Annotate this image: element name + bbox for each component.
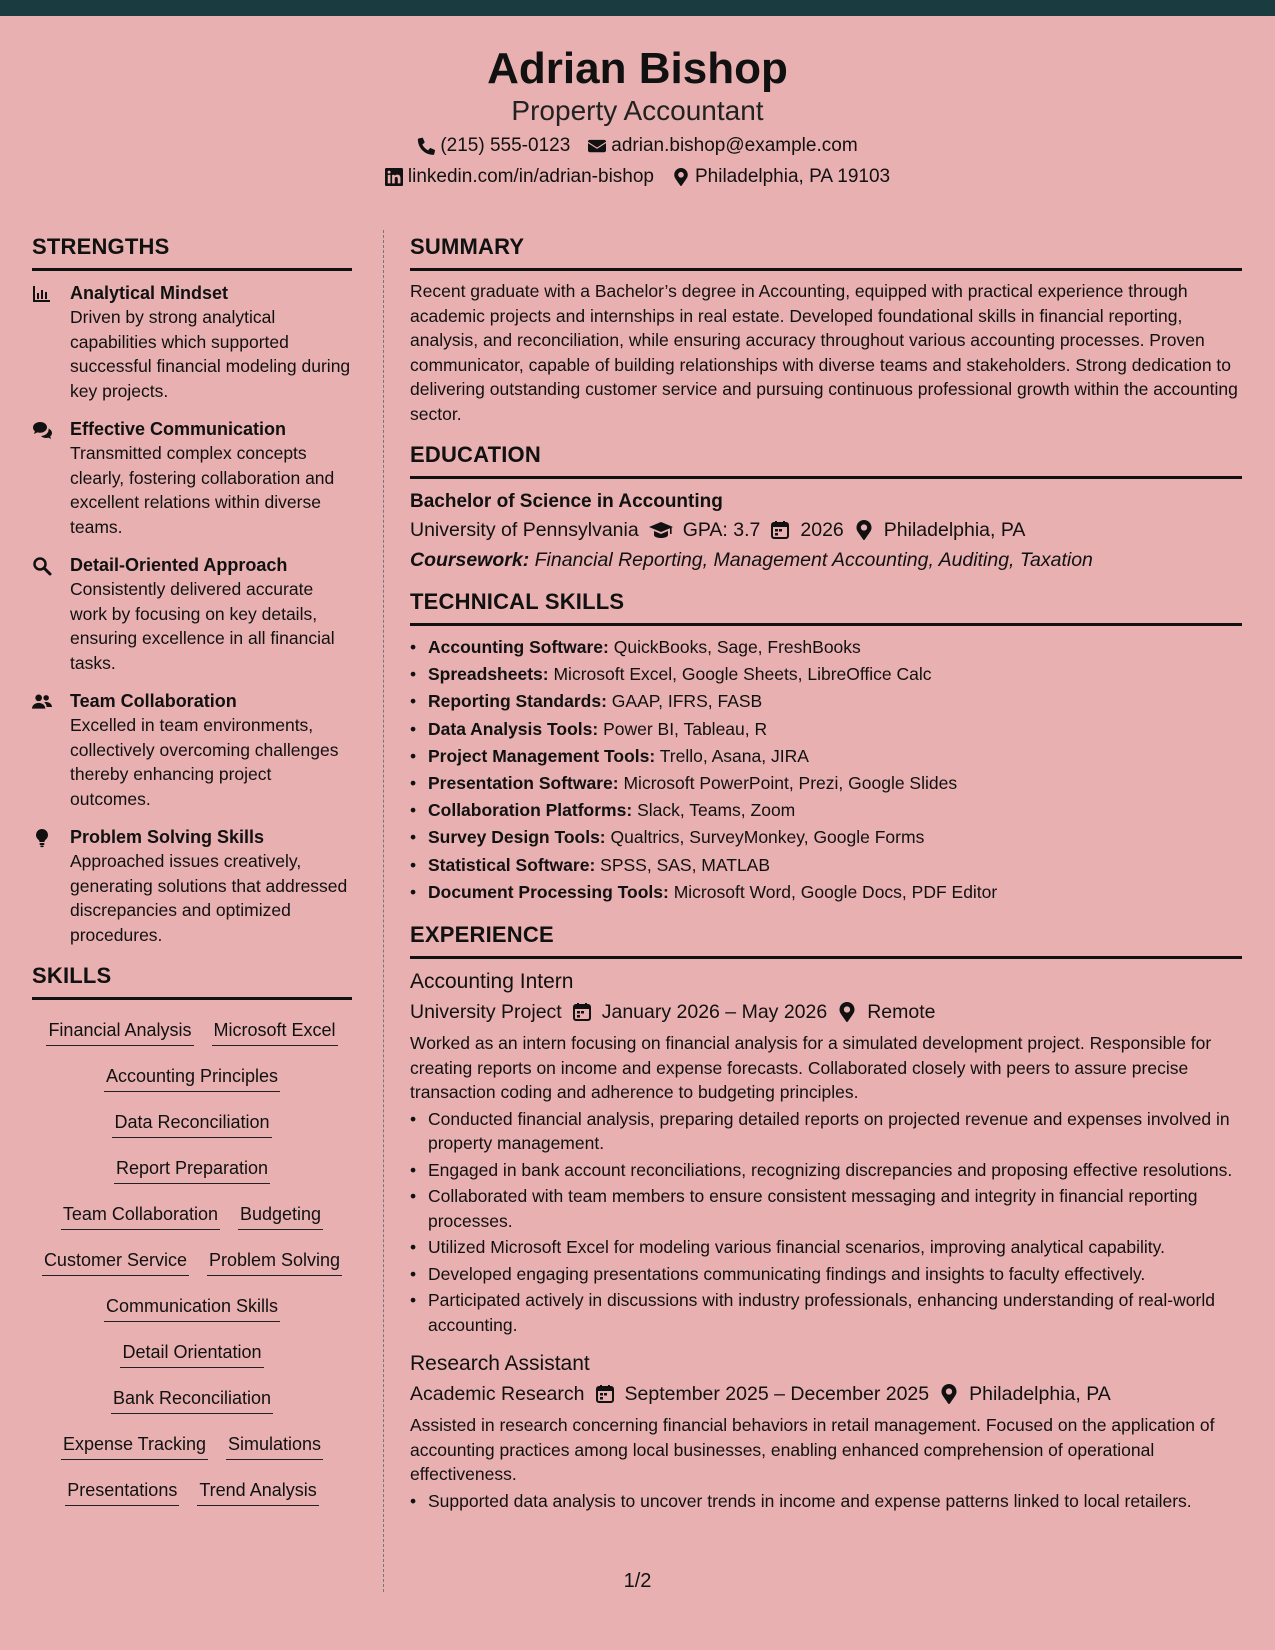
list-item: • Document Processing Tools: Microsoft Word, Google Docs, PDF Editor [410,879,1242,906]
top-bar [0,0,1275,16]
job-meta [410,997,1242,1027]
left-column [32,232,352,1516]
skill-tag: Detail Orientation [120,1339,263,1368]
map-pin-icon [672,168,690,186]
candidate-title: Property Accountant [511,95,764,126]
right-column [410,232,1242,1527]
list-item: • Project Management Tools: Trello, Asana, JIRA [410,743,1242,770]
phone-icon [417,137,435,155]
education-school: University of Pennsylvania [410,519,639,541]
job-entry [410,1349,1242,1513]
job-description: Worked as an intern focusing on financial analysis for a simulated development project. Responsible for creating reports on income and expense forecasts. Collaborated closely with peers to assure precise transaction coding and adherence to budgeting principles. [410,1033,1212,1103]
strength-item [32,689,352,811]
comments-icon [32,420,52,440]
skill-tag: Report Preparation [114,1155,270,1184]
job-title: Accounting Intern [410,970,574,994]
skill-tag: Team Collaboration [61,1201,220,1230]
education-meta [410,515,1242,545]
list-item: • Collaborated with team members to ensure consistent messaging and integrity in financial reporting processes. [410,1184,1242,1233]
coursework-text: Financial Reporting, Management Accounting, Auditing, Taxation [534,549,1093,571]
list-item: • Engaged in bank account reconciliations, recognizing discrepancies and proposing effective resolutions. [410,1158,1242,1183]
experience-heading: EXPERIENCE [410,920,1242,959]
contact-row-2 [0,163,1275,191]
strengths-heading: STRENGTHS [32,232,352,271]
list-item: • Reporting Standards: GAAP, IFRS, FASB [410,688,1242,715]
strength-item [32,825,352,947]
map-pin-icon [854,520,874,540]
list-item: • Collaboration Platforms: Slack, Teams, Zoom [410,797,1242,824]
list-item: • Participated actively in discussions with industry professionals, enhancing understanding of real-world accounting. [410,1288,1242,1337]
phone-text: (215) 555-0123 [440,135,571,156]
skill-tag: Microsoft Excel [212,1017,338,1046]
location-text: Philadelphia, PA 19103 [695,166,891,187]
calendar-icon [572,1002,592,1022]
skill-tag: Communication Skills [104,1293,280,1322]
skill-tag: Data Reconciliation [112,1109,271,1138]
strength-desc: Approached issues creatively, generating solutions that addressed discrepancies and optimized procedures. [70,851,348,945]
list-item: • Accounting Software: QuickBooks, Sage, FreshBooks [410,634,1242,661]
skill-tag: Accounting Principles [104,1063,280,1092]
strength-title: Effective Communication [70,419,287,439]
list-item: • Survey Design Tools: Qualtrics, SurveyMonkey, Google Forms [410,824,1242,851]
job-bullets [410,1107,1242,1338]
lightbulb-icon [32,828,52,848]
skill-tag: Presentations [65,1477,179,1506]
job-org: University Project [410,1001,562,1024]
email-text: adrian.bishop@example.com [611,135,858,156]
job-dates: September 2025 – December 2025 [624,1383,930,1406]
job-dates: January 2026 – May 2026 [601,1001,828,1024]
job-org: Academic Research [410,1383,585,1406]
map-pin-icon [837,1002,857,1022]
job-title: Research Assistant [410,1352,590,1376]
envelope-icon [588,137,606,155]
calendar-icon [770,520,790,540]
education-year: 2026 [800,519,844,541]
contact-phone [417,132,570,160]
skill-tag: Bank Reconciliation [111,1385,273,1414]
list-item: • Data Analysis Tools: Power BI, Tableau, R [410,716,1242,743]
list-item: • Conducted financial analysis, preparing detailed reports on projected revenue and expenses involved in property management. [410,1107,1242,1156]
education-location: Philadelphia, PA [883,519,1026,541]
education-gpa: GPA: 3.7 [682,519,761,541]
skill-tag: Expense Tracking [61,1431,208,1460]
strength-title: Analytical Mindset [70,283,229,303]
linkedin-text: linkedin.com/in/adrian-bishop [407,166,654,187]
skills-heading: SKILLS [32,961,352,1000]
strength-desc: Transmitted complex concepts clearly, fostering collaboration and excellent relations within diverse teams. [70,443,335,537]
candidate-name: Adrian Bishop [487,44,788,93]
strength-title: Problem Solving Skills [70,827,265,847]
contact-linkedin[interactable] [385,163,654,191]
summary-heading: SUMMARY [410,232,1242,271]
job-location: Remote [867,1001,936,1024]
education-coursework [410,545,1242,575]
list-item: • Supported data analysis to uncover trends in income and expense patterns linked to local retailers. [410,1489,1242,1514]
coursework-label: Coursework: [410,549,530,571]
skill-tag: Problem Solving [207,1247,342,1276]
education-heading: EDUCATION [410,440,1242,479]
strength-title: Detail-Oriented Approach [70,555,288,575]
bar-chart-icon [32,284,52,304]
list-item: • Statistical Software: SPSS, SAS, MATLAB [410,852,1242,879]
technical-skills-list [410,634,1242,906]
contact-row-1 [0,132,1275,160]
list-item: • Utilized Microsoft Excel for modeling various financial scenarios, improving analytical capability. [410,1235,1242,1260]
job-description: Assisted in research concerning financial behaviors in retail management. Focused on the application of accounting practices among local businesses, enabling enhanced comprehension of operational effectiveness. [410,1415,1215,1485]
strength-desc: Excelled in team environments, collectively overcoming challenges thereby enhancing project outcomes. [70,715,339,809]
column-divider [383,230,384,1592]
strength-desc: Driven by strong analytical capabilities which supported successful financial modeling during key projects. [70,307,351,401]
summary-text: Recent graduate with a Bachelor’s degree in Accounting, equipped with practical experience through academic projects and internships in real estate. Developed foundational skills in financial reporting, analysis, and reconciliation, while ensuring accuracy throughout various accounting processes. Proven communicator, capable of building relationships with diverse teams and stakeholders. Strong dedication to delivering outstanding customer service and pursuing continuous professional growth within the accounting sector. [410,281,1238,424]
job-bullets [410,1489,1242,1514]
contact-location [672,163,890,191]
page-number: 1/2 [623,1570,652,1592]
job-entry [410,967,1242,1337]
list-item: • Developed engaging presentations communicating findings and insights to faculty effectively. [410,1262,1242,1287]
technical-skills-heading: TECHNICAL SKILLS [410,587,1242,626]
job-location: Philadelphia, PA [969,1383,1111,1406]
skills-list [32,1010,352,1516]
skill-tag: Budgeting [238,1201,323,1230]
graduation-cap-icon [649,520,673,540]
skill-tag: Financial Analysis [46,1017,193,1046]
strength-desc: Consistently delivered accurate work by focusing on key details, ensuring excellence in all financial tasks. [70,579,335,673]
users-icon [32,692,52,712]
search-icon [32,556,52,576]
skill-tag: Simulations [226,1431,323,1460]
strength-item [32,417,352,539]
strength-item [32,553,352,675]
list-item: • Presentation Software: Microsoft PowerPoint, Prezi, Google Slides [410,770,1242,797]
list-item: • Spreadsheets: Microsoft Excel, Google Sheets, LibreOffice Calc [410,661,1242,688]
job-meta [410,1379,1242,1409]
resume-header [0,16,1275,204]
skill-tag: Trend Analysis [197,1477,318,1506]
linkedin-icon [385,168,403,186]
strength-item [32,281,352,403]
education-degree: Bachelor of Science in Accounting [410,491,723,512]
calendar-icon [595,1384,615,1404]
map-pin-icon [939,1384,959,1404]
skill-tag: Customer Service [42,1247,189,1276]
strength-title: Team Collaboration [70,691,237,711]
contact-email[interactable] [588,132,857,160]
